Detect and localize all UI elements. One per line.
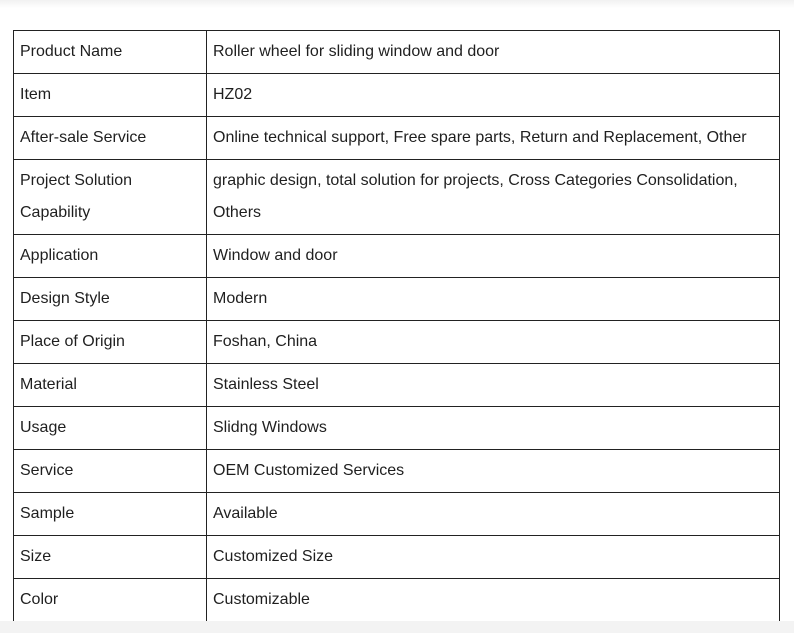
table-row bbox=[14, 74, 780, 117]
spec-label: Product Name bbox=[14, 31, 207, 74]
spec-value: Customized Size bbox=[207, 536, 780, 579]
spec-value: Roller wheel for sliding window and door bbox=[207, 31, 780, 74]
table-row bbox=[14, 321, 780, 364]
spec-label: After-sale Service bbox=[14, 117, 207, 160]
spec-value: OEM Customized Services bbox=[207, 450, 780, 493]
spec-value: Stainless Steel bbox=[207, 364, 780, 407]
table-row bbox=[14, 450, 780, 493]
spec-value: Available bbox=[207, 493, 780, 536]
spec-label: Service bbox=[14, 450, 207, 493]
table-row bbox=[14, 160, 780, 235]
spec-value: graphic design, total solution for projects, Cross Categories Consolidation, Others bbox=[207, 160, 780, 235]
spec-label: Material bbox=[14, 364, 207, 407]
table-row bbox=[14, 579, 780, 622]
spec-label: Size bbox=[14, 536, 207, 579]
table-row bbox=[14, 31, 780, 74]
table-row bbox=[14, 407, 780, 450]
spec-label: Place of Origin bbox=[14, 321, 207, 364]
top-edge-shadow bbox=[0, 0, 794, 8]
spec-value: Slidng Windows bbox=[207, 407, 780, 450]
bottom-edge-shadow bbox=[0, 621, 794, 633]
spec-label: Project Solution Capability bbox=[14, 160, 207, 235]
table-row bbox=[14, 235, 780, 278]
spec-value: Modern bbox=[207, 278, 780, 321]
product-spec-table bbox=[13, 30, 780, 622]
spec-value: Online technical support, Free spare parts, Return and Replacement, Other bbox=[207, 117, 780, 160]
table-row bbox=[14, 364, 780, 407]
spec-value: Window and door bbox=[207, 235, 780, 278]
spec-label: Color bbox=[14, 579, 207, 622]
spec-label: Usage bbox=[14, 407, 207, 450]
spec-value: Customizable bbox=[207, 579, 780, 622]
spec-label: Sample bbox=[14, 493, 207, 536]
spec-label: Application bbox=[14, 235, 207, 278]
spec-value: Foshan, China bbox=[207, 321, 780, 364]
table-row bbox=[14, 536, 780, 579]
spec-value: HZ02 bbox=[207, 74, 780, 117]
table-row bbox=[14, 493, 780, 536]
spec-label: Design Style bbox=[14, 278, 207, 321]
spec-label: Item bbox=[14, 74, 207, 117]
table-row bbox=[14, 278, 780, 321]
table-row bbox=[14, 117, 780, 160]
